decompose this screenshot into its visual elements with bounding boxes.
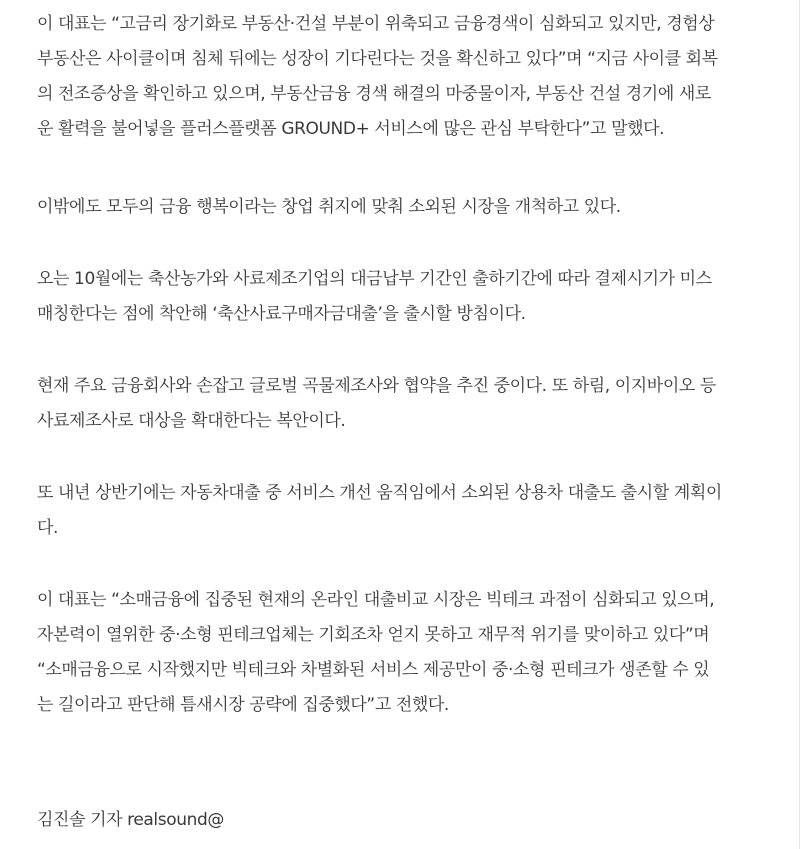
paragraph-ground-plus [37,7,777,147]
paragraph-line: 사료제조사로 대상을 확대한다는 복안이다. [37,411,346,431]
paragraph-line: 자본력이 열위한 중·소형 핀테크업체는 기회조차 얻지 못하고 재무적 위기를 맞이하고 있다”며 [37,625,710,645]
paragraph-line: 이밖에도 모두의 금융 행복이라는 창업 취지에 맞춰 소외된 시장을 개척하고 있다. [37,197,621,217]
paragraph-line: 부동산은 사이클이며 침체 뒤에는 성장이 기다린다는 것을 확신하고 있다”며 “지금 사이클 회복 [37,49,718,69]
paragraph-line: 오는 10월에는 축산농가와 사료제조기업의 대금납부 기간인 출하기간에 따라 결제시기가 미스 [37,269,712,289]
paragraph-line: 는 길이라고 판단해 틈새시장 공략에 집중했다”고 전했다. [37,695,449,715]
paragraph-commercial-vehicle-loan [37,476,777,546]
paragraph-line: 이 대표는 “소매금융에 집중된 현재의 온라인 대출비교 시장은 빅테크 과점이 심화되고 있으며, [37,590,715,610]
paragraph-niche-strategy [37,583,777,723]
paragraph-underserved-market [37,190,777,225]
paragraph-line: 다. [37,518,59,538]
byline-text: 김진솔 기자 realsound@ [37,810,224,830]
paragraph-line: 매칭한다는 점에 착안해 ‘축산사료구매자금대출’을 출시할 방침이다. [37,304,526,324]
paragraph-line: 운 활력을 불어넣을 플러스플랫폼 GROUND+ 서비스에 많은 관심 부탁한다”고 말했다. [37,119,665,139]
paragraph-livestock-loan [37,262,777,332]
paragraph-line: 이 대표는 “고금리 장기화로 부동산·건설 부분이 위축되고 금융경색이 심화되고 있지만, 경험상 [37,14,715,34]
paragraph-line: 현재 주요 금융회사와 손잡고 글로벌 곡물제조사와 협약을 추진 중이다. 또 하림, 이지바이오 등 [37,376,716,396]
paragraph-line: 또 내년 상반기에는 자동차대출 중 서비스 개선 움직임에서 소외된 상용차 대출도 출시할 계획이 [37,483,722,503]
paragraph-partnerships [37,369,777,439]
byline [37,803,777,838]
paragraph-line: “소매금융으로 시작했지만 빅테크와 차별화된 서비스 제공만이 중·소형 핀테크가 생존할 수 있 [37,660,710,680]
paragraph-line: 의 전조증상을 확인하고 있으며, 부동산금융 경색 해결의 마중물이자, 부동산 건설 경기에 새로 [37,84,711,104]
